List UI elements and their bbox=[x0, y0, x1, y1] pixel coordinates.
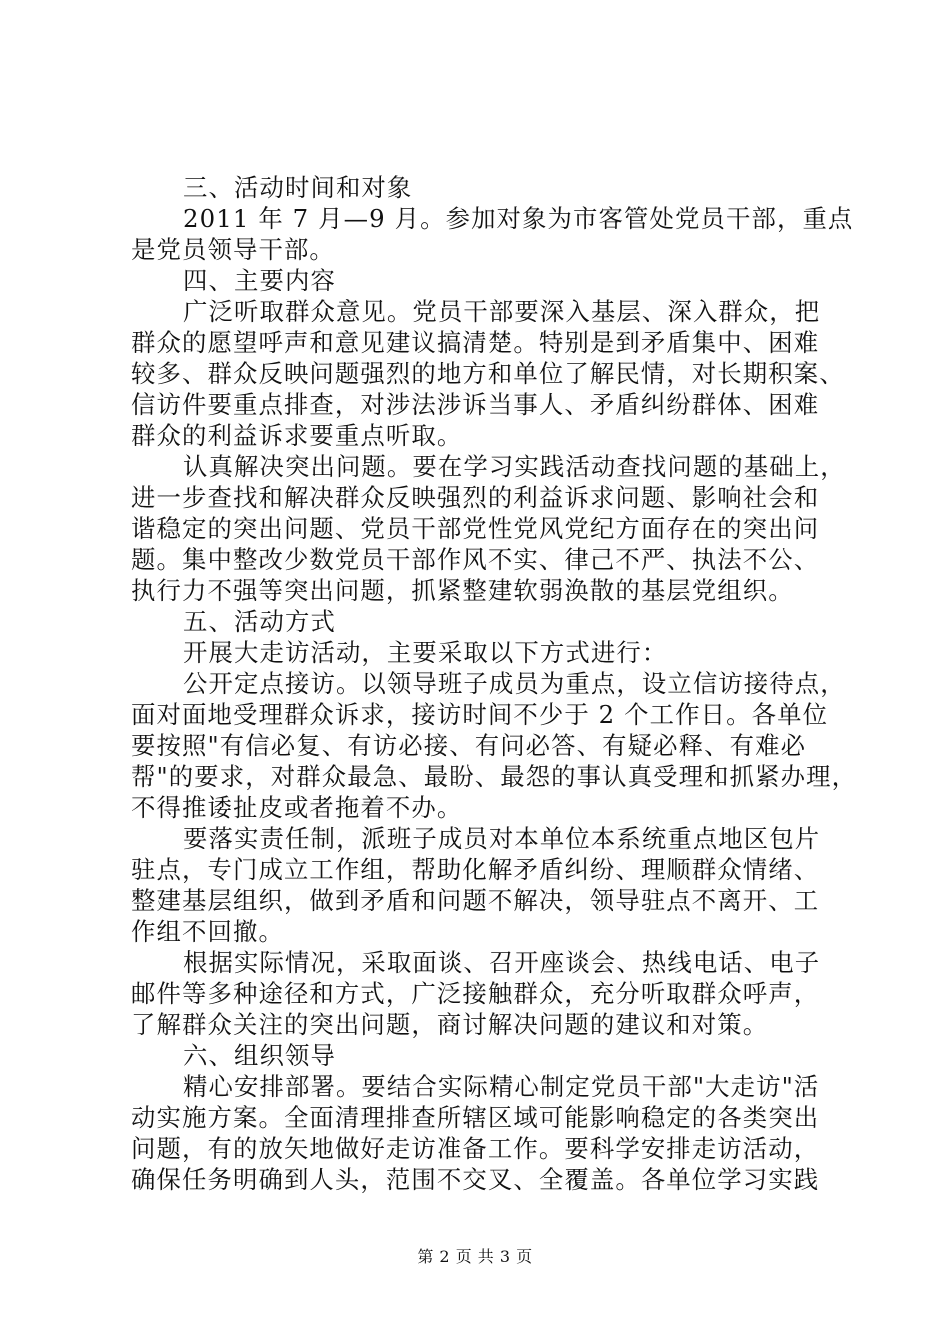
text-line: 广泛听取群众意见。党员干部要深入基层、深入群众，把 bbox=[183, 297, 821, 326]
text-line: 根据实际情况，采取面谈、召开座谈会、热线电话、电子 bbox=[183, 948, 821, 977]
text-line: 认真解决突出问题。要在学习实践活动查找问题的基础上， bbox=[183, 452, 846, 481]
text-line: 了解群众关注的突出问题，商讨解决问题的建议和对策。 bbox=[131, 1010, 769, 1039]
text-line: 执行力不强等突出问题，抓紧整建软弱涣散的基层党组织。 bbox=[131, 576, 794, 605]
text-line: 群众的利益诉求要重点听取。 bbox=[131, 421, 463, 450]
text-line: 驻点，专门成立工作组，帮助化解矛盾纠纷、理顺群众情绪、 bbox=[131, 855, 820, 884]
document-body bbox=[131, 172, 858, 1195]
text-line: 进一步查找和解决群众反映强烈的利益诉求问题、影响社会和 bbox=[131, 483, 820, 512]
text-line: 问题，有的放矢地做好走访准备工作。要科学安排走访活动， bbox=[131, 1134, 820, 1163]
text-line: 作组不回撤。 bbox=[131, 917, 284, 946]
text-line: 三、活动时间和对象 bbox=[183, 173, 413, 202]
text-line: 面对面地受理群众诉求，接访时间不少于 2 个工作日。各单位 bbox=[131, 700, 829, 729]
text-line: 公开定点接访。以领导班子成员为重点，设立信访接待点， bbox=[183, 669, 846, 698]
text-line: 六、组织领导 bbox=[183, 1041, 336, 1070]
text-line: 开展大走访活动，主要采取以下方式进行： bbox=[183, 638, 668, 667]
text-line: 邮件等多种途径和方式，广泛接触群众，充分听取群众呼声， bbox=[131, 979, 820, 1008]
text-line: 谐稳定的突出问题、党员干部党性党风党纪方面存在的突出问 bbox=[131, 514, 820, 543]
text-line: 信访件要重点排查，对涉法涉诉当事人、矛盾纠纷群体、困难 bbox=[131, 390, 820, 419]
text-line: 四、主要内容 bbox=[183, 266, 336, 295]
text-line: 五、活动方式 bbox=[183, 607, 336, 636]
text-line: 整建基层组织，做到矛盾和问题不解决，领导驻点不离开、工 bbox=[131, 886, 820, 915]
text-line: 群众的愿望呼声和意见建议搞清楚。特别是到矛盾集中、困难 bbox=[131, 328, 820, 357]
text-line: 题。集中整改少数党员干部作风不实、律己不严、执法不公、 bbox=[131, 545, 820, 574]
text-line: 是党员领导干部。 bbox=[131, 235, 335, 264]
text-line: 较多、群众反映问题强烈的地方和单位了解民情，对长期积案、 bbox=[131, 359, 845, 388]
text-line: 要落实责任制，派班子成员对本单位本系统重点地区包片 bbox=[183, 824, 821, 853]
text-line: 精心安排部署。要结合实际精心制定党员干部"大走访"活 bbox=[183, 1072, 820, 1101]
text-line: 要按照"有信必复、有访必接、有问必答、有疑必释、有难必 bbox=[131, 731, 807, 760]
text-line: 不得推诿扯皮或者拖着不办。 bbox=[131, 793, 463, 822]
text-line: 2011 年 7 月—9 月。参加对象为市客管处党员干部，重点 bbox=[183, 204, 854, 233]
text-line: 确保任务明确到人头，范围不交叉、全覆盖。各单位学习实践 bbox=[131, 1165, 820, 1194]
page-footer: 第 2 页 共 3 页 bbox=[417, 1247, 533, 1266]
text-line: 动实施方案。全面清理排查所辖区域可能影响稳定的各类突出 bbox=[131, 1103, 820, 1132]
text-line: 帮"的要求，对群众最急、最盼、最怨的事认真受理和抓紧办理， bbox=[131, 762, 858, 791]
